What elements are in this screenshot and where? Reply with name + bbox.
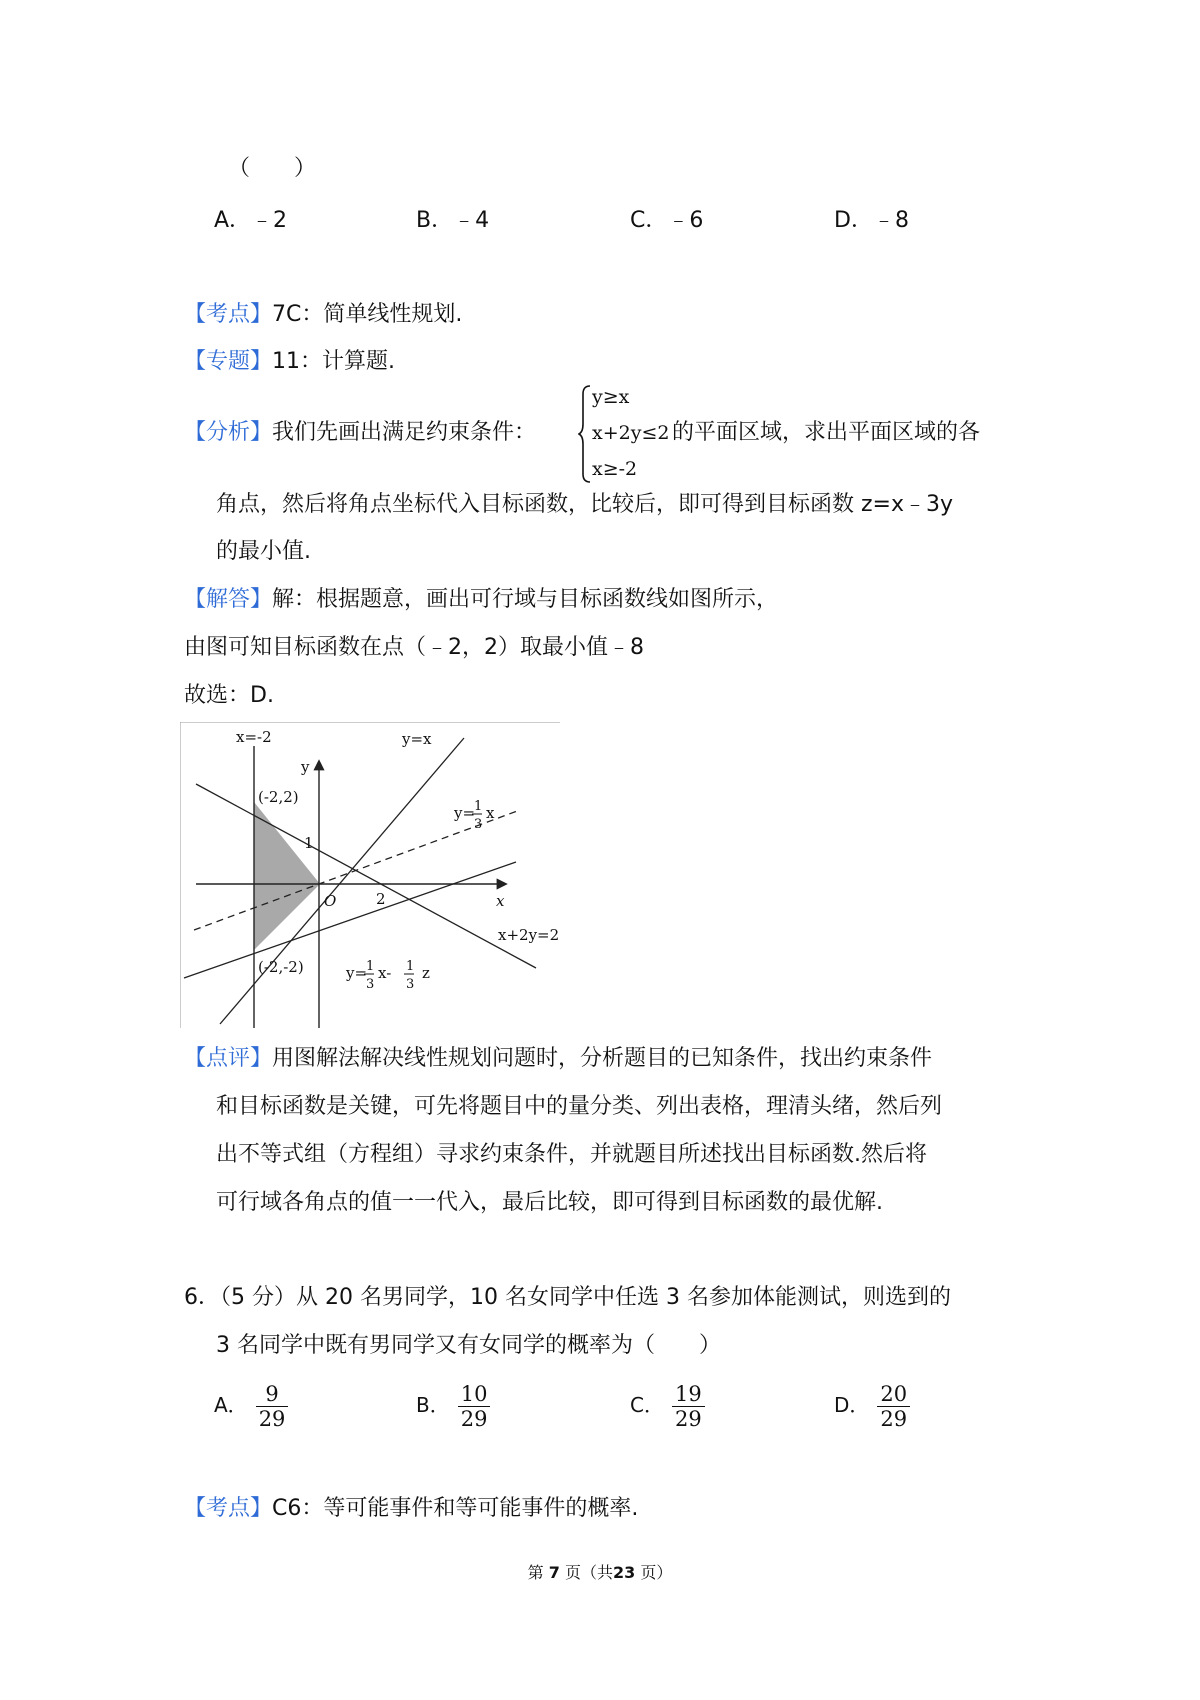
svg-text:1: 1 [474,799,483,814]
label-tick-2: 2 [376,890,386,908]
jieda-line [184,585,778,615]
zhuanti-line [184,347,395,377]
svg-text:1: 1 [406,959,415,974]
page-total: 23 [612,1563,636,1582]
zhuanti-tag: 【专题】 [184,349,273,374]
dianping-line-3: 出不等式组（方程组）寻求约束条件，并就题目所述找出目标函数.然后将 [216,1142,927,1167]
label-tick-1: 1 [304,834,314,852]
q6-option-c-fraction: $\frac{19}{29}$ [672,1382,705,1431]
jieda-text: 解：根据题意，画出可行域与目标函数线如图所示， [272,587,779,612]
svg-text:z: z [422,964,430,982]
q6-option-a [214,1382,288,1431]
jieda-line-3: 故选：D. [184,683,274,708]
q6-kaodian-tag: 【考点】 [184,1496,273,1521]
label-point-neg2-2: (-2,2) [258,788,299,806]
dianping-tag: 【点评】 [184,1046,273,1071]
svg-text:3: 3 [474,817,483,832]
q6-stem-line-2: 3 名同学中既有男同学又有女同学的概率为（ ） [216,1333,721,1358]
label-x-axis: x [496,892,505,910]
question-paren: （ ） [228,156,317,181]
jieda-tag: 【解答】 [184,587,273,612]
q6-option-b-fraction: $\frac{10}{29}$ [458,1382,491,1431]
fenxi-text-1: 我们先画出满足约束条件： [272,420,537,445]
q6-option-b [416,1382,490,1431]
kaodian-line [184,300,462,330]
q6-option-a-letter: A． [214,1393,248,1417]
kaodian-tag: 【考点】 [184,302,273,327]
label-y-eq-x: y=x [402,730,432,748]
svg-text:y=: y= [346,964,368,982]
constraint-2: x+2y≤2 [592,422,670,444]
fenxi-tag: 【分析】 [184,420,273,445]
constraint-3: x≥-2 [592,458,638,480]
fenxi-line-2: 角点，然后将角点坐标代入目标函数，比较后，即可得到目标函数 z=x﹣3y [216,492,954,517]
page-number: 7 [548,1563,560,1582]
q6-option-d-fraction: $\frac{20}{29}$ [877,1382,910,1431]
svg-text:3: 3 [406,977,415,992]
label-origin: O [324,892,337,910]
kaodian-text: 7C：简单线性规划. [272,302,463,327]
label-y-axis: y [301,758,310,776]
label-point-neg2-neg2: (-2,-2) [258,958,304,976]
fenxi-line-3: 的最小值. [216,539,311,564]
fenxi-line [184,418,536,448]
svg-text:x: x [486,804,495,822]
q6-option-d [834,1382,910,1431]
feasible-region-figure [180,722,560,1028]
dianping-line [184,1044,932,1074]
svg-text:3: 3 [366,977,375,992]
constraint-1: y≥x [592,386,630,408]
q6-kaodian-text: C6：等可能事件和等可能事件的概率. [272,1496,639,1521]
q6-option-b-letter: B． [416,1393,450,1417]
label-x-eq-neg2: x=-2 [236,728,272,746]
dianping-line-4: 可行域各角点的值一一代入，最后比较，即可得到目标函数的最优解. [216,1190,883,1215]
q6-option-c-letter: C． [630,1393,664,1417]
option-d: D．﹣8 [834,208,909,233]
option-a: A．﹣2 [214,208,288,233]
q6-option-d-letter: D． [834,1393,870,1417]
q6-option-c [630,1382,705,1431]
q6-stem-line-1: 6．（5 分）从 20 名男同学，10 名女同学中任选 3 名参加体能测试，则选到的 [184,1285,951,1310]
fenxi-text-2: 的平面区域，求出平面区域的各 [672,420,981,445]
svg-text:x-: x- [378,964,392,982]
label-x-plus-2y-eq-2: x+2y=2 [498,926,560,944]
q6-kaodian-line [184,1494,638,1524]
jieda-line-2: 由图可知目标函数在点（﹣2，2）取最小值﹣8 [184,635,644,660]
dianping-text: 用图解法解决线性规划问题时，分析题目的已知条件，找出约束条件 [272,1046,933,1071]
svg-text:y=: y= [454,804,476,822]
dianping-line-2: 和目标函数是关键，可先将题目中的量分类、列出表格，理清头绪，然后列 [216,1094,943,1119]
option-c: C．﹣6 [630,208,704,233]
brace-icon [578,384,592,484]
q6-option-a-fraction: $\frac{9}{29}$ [256,1382,289,1431]
zhuanti-text: 11：计算题. [272,349,396,374]
page-footer: 第 7 页（共23 页） [527,1563,673,1582]
svg-text:1: 1 [366,959,375,974]
option-b: B．﹣4 [416,208,490,233]
